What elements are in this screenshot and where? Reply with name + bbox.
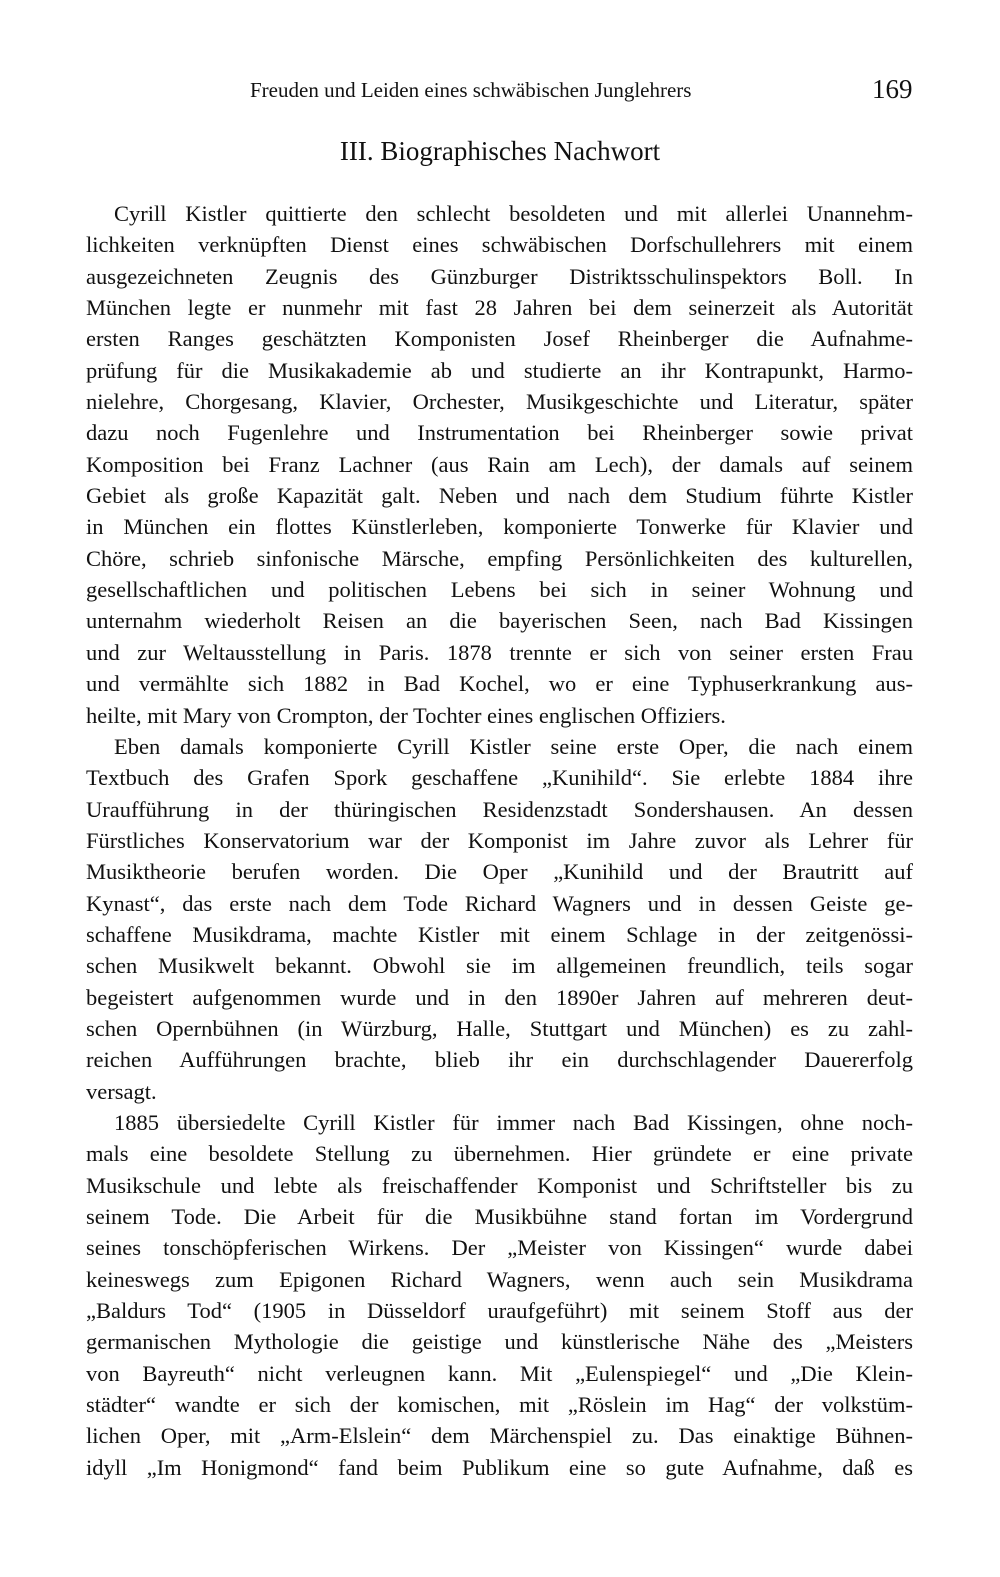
text-line: von Bayreuth“ nicht verleugnen kann. Mit „Eulenspiegel“ und „Die Klein- bbox=[86, 1360, 913, 1386]
text-line: Gebiet als große Kapazität galt. Neben und nach dem Studium führte Kistler bbox=[86, 483, 913, 509]
text-line: Cyrill Kistler quittierte den schlecht besoldeten und mit allerlei Unannehm- bbox=[114, 201, 913, 226]
text-line: prüfung für die Musikakademie ab und studierte an ihr Kontrapunkt, Harmo- bbox=[86, 357, 913, 383]
text-line: lichkeiten verknüpften Dienst eines schwäbischen Dorfschullehrers mit einem bbox=[86, 232, 913, 258]
text-line: Textbuch des Grafen Spork geschaffene „Kunihild“. Sie erlebte 1884 ihre bbox=[86, 765, 913, 791]
text-line: Musiktheorie berufen worden. Die Oper „Kunihild und der Brautritt auf bbox=[86, 859, 913, 885]
text-line: nielehre, Chorgesang, Klavier, Orchester, Musikgeschichte und Literatur, später bbox=[86, 389, 913, 415]
section-title: III. Biographisches Nachwort bbox=[339, 136, 661, 166]
text-line: schen Musikwelt bekannt. Obwohl sie im allgemeinen freundlich, teils sogar bbox=[86, 953, 913, 979]
text-line: und vermählte sich 1882 in Bad Kochel, wo er eine Typhuserkrankung aus- bbox=[86, 671, 913, 697]
text-line: Chöre, schrieb sinfonische Märsche, empfing Persönlichkeiten des kulturellen, bbox=[86, 545, 913, 571]
text-line: seines tonschöpferischen Wirkens. Der „Meister von Kissingen“ wurde dabei bbox=[86, 1235, 913, 1261]
text-line: Kynast“, das erste nach dem Tode Richard Wagners und in dessen Geiste ge- bbox=[86, 890, 913, 916]
text-line: Eben damals komponierte Cyrill Kistler seine erste Oper, die nach einem bbox=[114, 733, 913, 759]
text-line: mals eine besoldete Stellung zu übernehmen. Hier gründete er eine private bbox=[86, 1141, 913, 1167]
text-line: und zur Weltausstellung in Paris. 1878 trennte er sich von seiner ersten Frau bbox=[86, 639, 913, 665]
page-number: 169 bbox=[872, 74, 913, 104]
text-line: Musikschule und lebte als freischaffender Komponist und Schriftsteller bis zu bbox=[86, 1172, 913, 1198]
text-line: versagt. bbox=[86, 1078, 157, 1104]
text-line: München legte er nunmehr mit fast 28 Jahren bei dem seinerzeit als Autorität bbox=[86, 295, 913, 321]
text-line: dazu noch Fugenlehre und Instrumentation bei Rheinberger sowie privat bbox=[86, 420, 913, 446]
text-line: heilte, mit Mary von Crompton, der Tochter eines englischen Offiziers. bbox=[86, 702, 726, 728]
running-header: Freuden und Leiden eines schwäbischen Junglehrers bbox=[250, 78, 692, 102]
text-line: unternahm wiederholt Reisen an die bayerischen Seen, nach Bad Kissingen bbox=[86, 608, 913, 634]
body-text bbox=[86, 198, 913, 1483]
text-line: 1885 übersiedelte Cyrill Kistler für immer nach Bad Kissingen, ohne noch- bbox=[114, 1109, 913, 1135]
text-line: „Baldurs Tod“ (1905 in Düsseldorf uraufgeführt) mit seinem Stoff aus der bbox=[86, 1298, 913, 1324]
text-line: Fürstliches Konservatorium war der Komponist im Jahre zuvor als Lehrer für bbox=[86, 827, 913, 853]
text-line: städter“ wandte er sich der komischen, mit „Röslein im Hag“ der volkstüm- bbox=[86, 1392, 913, 1418]
text-line: gesellschaftlichen und politischen Lebens bei sich in seiner Wohnung und bbox=[86, 577, 913, 603]
text-line: germanischen Mythologie die geistige und künstlerische Nähe des „Meisters bbox=[86, 1329, 913, 1355]
text-line: lichen Oper, mit „Arm-Elslein“ dem Märchenspiel zu. Das einaktige Bühnen- bbox=[86, 1423, 913, 1449]
text-line: keineswegs zum Epigonen Richard Wagners, wenn auch sein Musikdrama bbox=[86, 1266, 913, 1292]
text-line: Uraufführung in der thüringischen Residenzstadt Sondershausen. An dessen bbox=[86, 796, 913, 822]
text-line: ausgezeichneten Zeugnis des Günzburger Distriktsschulinspektors Boll. In bbox=[86, 263, 913, 289]
text-line: ersten Ranges geschätzten Komponisten Josef Rheinberger die Aufnahme- bbox=[86, 326, 913, 352]
text-line: seinem Tode. Die Arbeit für die Musikbühne stand fortan im Vordergrund bbox=[86, 1204, 913, 1229]
text-line: reichen Aufführungen brachte, blieb ihr ein durchschlagender Dauererfolg bbox=[86, 1047, 913, 1073]
text-line: begeistert aufgenommen wurde und in den 1890er Jahren auf mehreren deut- bbox=[86, 984, 913, 1010]
text-line: schen Opernbühnen (in Würzburg, Halle, Stuttgart und München) es zu zahl- bbox=[86, 1015, 913, 1041]
text-line: in München ein flottes Künstlerleben, komponierte Tonwerke für Klavier und bbox=[86, 514, 913, 540]
text-line: idyll „Im Honigmond“ fand beim Publikum eine so gute Aufnahme, daß es bbox=[86, 1454, 913, 1480]
text-line: schaffene Musikdrama, machte Kistler mit einem Schlage in der zeitgenössi- bbox=[86, 921, 913, 947]
text-line: Komposition bei Franz Lachner (aus Rain am Lech), der damals auf seinem bbox=[86, 451, 913, 477]
